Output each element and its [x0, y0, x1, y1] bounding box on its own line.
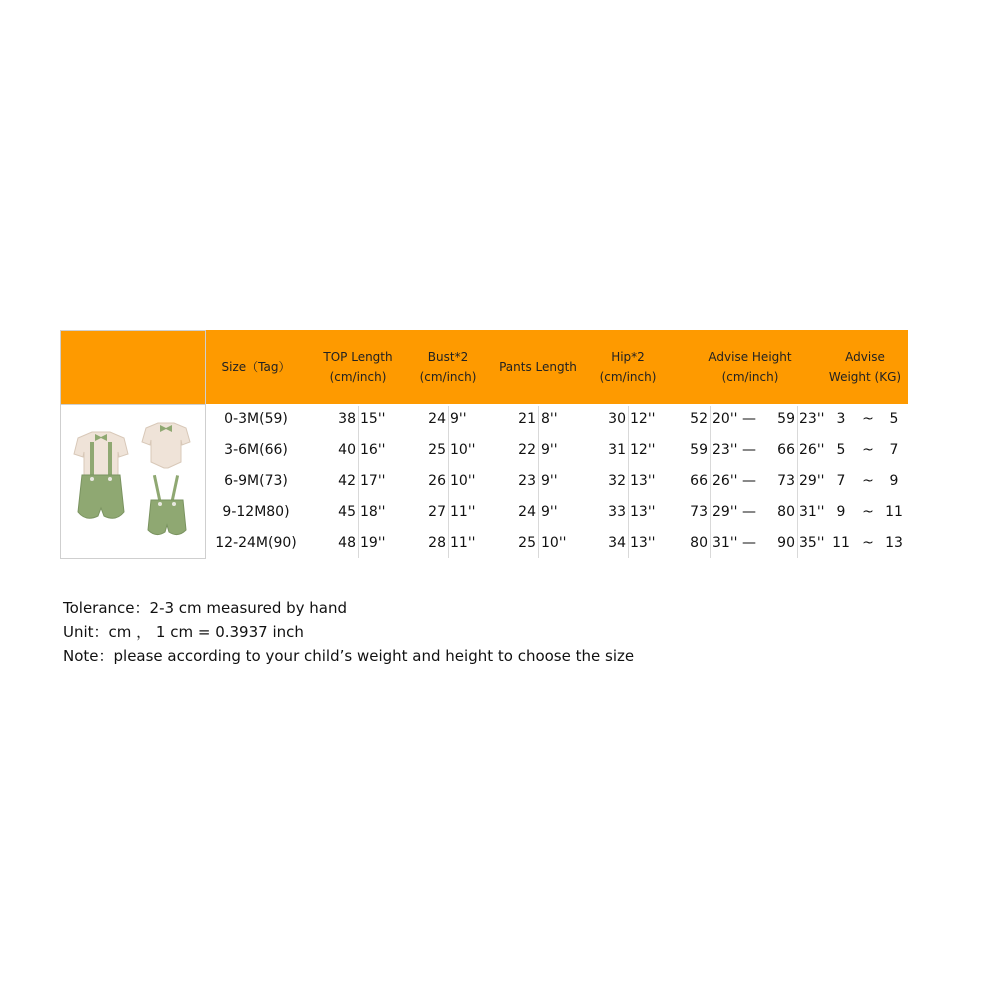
- cell-tilde: ~: [862, 473, 874, 489]
- cell-tilde: ~: [862, 535, 874, 551]
- cell-hip-in: 12'': [630, 442, 656, 458]
- header-pants-length: Pants Length: [499, 360, 577, 374]
- cell-hip-cm: 32: [608, 473, 626, 489]
- cell-top-in: 17'': [360, 473, 386, 489]
- cell-h-max-cm: 73: [777, 473, 795, 489]
- header-top-length: TOP Length (cm/inch): [323, 350, 393, 384]
- cell-bust-cm: 26: [428, 473, 446, 489]
- choose-size-note: Note：please according to your child’s weight and height to choose the size: [63, 647, 635, 665]
- cell-hip-in: 13'': [630, 504, 656, 520]
- header-advise-weight: Advise Weight (KG): [828, 350, 902, 384]
- cell-size: 9-12M80): [222, 504, 290, 520]
- cell-h-max-in: 23'': [799, 411, 825, 427]
- cell-bust-cm: 27: [428, 504, 446, 520]
- unit-note: Unit：cm ， 1 cm = 0.3937 inch: [63, 623, 304, 641]
- cell-bust-in: 11'': [450, 535, 476, 551]
- cell-h-min-cm: 52: [690, 411, 708, 427]
- cell-pants-cm: 21: [518, 411, 536, 427]
- cell-w-max: 13: [885, 535, 903, 551]
- cell-bust-in: 10'': [450, 473, 476, 489]
- column-divider: [538, 406, 539, 558]
- cell-hip-in: 12'': [630, 411, 656, 427]
- cell-bust-cm: 24: [428, 411, 446, 427]
- cell-bust-in: 9'': [450, 411, 467, 427]
- cell-hip-cm: 30: [608, 411, 626, 427]
- cell-h-min-cm: 66: [690, 473, 708, 489]
- cell-dash: —: [742, 473, 756, 489]
- cell-dash: —: [742, 411, 756, 427]
- cell-size: 12-24M(90): [215, 535, 297, 551]
- cell-h-min-cm: 73: [690, 504, 708, 520]
- cell-h-min-in: 29'': [712, 504, 738, 520]
- cell-top-cm: 45: [338, 504, 356, 520]
- cell-w-max: 7: [889, 442, 899, 458]
- cell-h-min-in: 26'': [712, 473, 738, 489]
- cell-h-max-cm: 59: [777, 411, 795, 427]
- cell-pants-cm: 23: [518, 473, 536, 489]
- cell-w-min: 5: [836, 442, 846, 458]
- cell-w-max: 9: [889, 473, 899, 489]
- size-chart: [60, 330, 908, 559]
- cell-top-in: 15'': [360, 411, 386, 427]
- column-divider: [628, 406, 629, 558]
- cell-pants-cm: 24: [518, 504, 536, 520]
- cell-h-max-in: 35'': [799, 535, 825, 551]
- cell-tilde: ~: [862, 504, 874, 520]
- cell-dash: —: [742, 442, 756, 458]
- cell-w-min: 9: [836, 504, 846, 520]
- cell-hip-cm: 34: [608, 535, 626, 551]
- cell-w-min: 11: [832, 535, 850, 551]
- cell-h-max-in: 29'': [799, 473, 825, 489]
- column-divider: [710, 406, 711, 558]
- column-divider: [448, 406, 449, 558]
- cell-w-max: 11: [885, 504, 903, 520]
- cell-pants-cm: 25: [518, 535, 536, 551]
- cell-pants-in: 10'': [541, 535, 567, 551]
- cell-top-cm: 38: [338, 411, 356, 427]
- cell-pants-in: 9'': [541, 504, 558, 520]
- notes-block: [63, 596, 634, 668]
- cell-bust-in: 11'': [450, 504, 476, 520]
- cell-pants-in: 8'': [541, 411, 558, 427]
- header-bust: Bust*2 (cm/inch): [419, 350, 477, 384]
- cell-tilde: ~: [862, 411, 874, 427]
- cell-h-min-in: 31'': [712, 535, 738, 551]
- cell-top-in: 18'': [360, 504, 386, 520]
- cell-pants-cm: 22: [518, 442, 536, 458]
- cell-h-min-cm: 59: [690, 442, 708, 458]
- cell-h-max-in: 26'': [799, 442, 825, 458]
- cell-top-cm: 42: [338, 473, 356, 489]
- column-divider: [358, 406, 359, 558]
- header-size: Size（Tag）: [221, 360, 291, 374]
- cell-bust-cm: 28: [428, 535, 446, 551]
- cell-h-max-cm: 90: [777, 535, 795, 551]
- cell-h-max-cm: 66: [777, 442, 795, 458]
- cell-top-in: 16'': [360, 442, 386, 458]
- cell-top-cm: 48: [338, 535, 356, 551]
- tolerance-note: Tolerance：2-3 cm measured by hand: [63, 599, 348, 617]
- baby-outfit-illustration-icon: [64, 420, 202, 548]
- column-divider: [797, 406, 798, 558]
- cell-hip-in: 13'': [630, 473, 656, 489]
- cell-dash: —: [742, 504, 756, 520]
- cell-top-cm: 40: [338, 442, 356, 458]
- cell-dash: —: [742, 535, 756, 551]
- cell-hip-cm: 31: [608, 442, 626, 458]
- cell-pants-in: 9'': [541, 473, 558, 489]
- cell-bust-cm: 25: [428, 442, 446, 458]
- header-hip: Hip*2 (cm/inch): [599, 350, 657, 384]
- cell-bust-in: 10'': [450, 442, 476, 458]
- cell-pants-in: 9'': [541, 442, 558, 458]
- cell-h-min-cm: 80: [690, 535, 708, 551]
- cell-w-max: 5: [889, 411, 899, 427]
- cell-tilde: ~: [862, 442, 874, 458]
- cell-h-max-in: 31'': [799, 504, 825, 520]
- cell-w-min: 3: [836, 411, 846, 427]
- cell-h-max-cm: 80: [777, 504, 795, 520]
- cell-h-min-in: 20'': [712, 411, 738, 427]
- cell-hip-in: 13'': [630, 535, 656, 551]
- cell-size: 6-9M(73): [224, 473, 288, 489]
- cell-size: 3-6M(66): [224, 442, 288, 458]
- cell-top-in: 19'': [360, 535, 386, 551]
- cell-h-min-in: 23'': [712, 442, 738, 458]
- cell-w-min: 7: [836, 473, 846, 489]
- cell-hip-cm: 33: [608, 504, 626, 520]
- header-advise-height: Advise Height (cm/inch): [708, 350, 792, 384]
- cell-size: 0-3M(59): [224, 411, 288, 427]
- image-frame-divider: [60, 404, 205, 405]
